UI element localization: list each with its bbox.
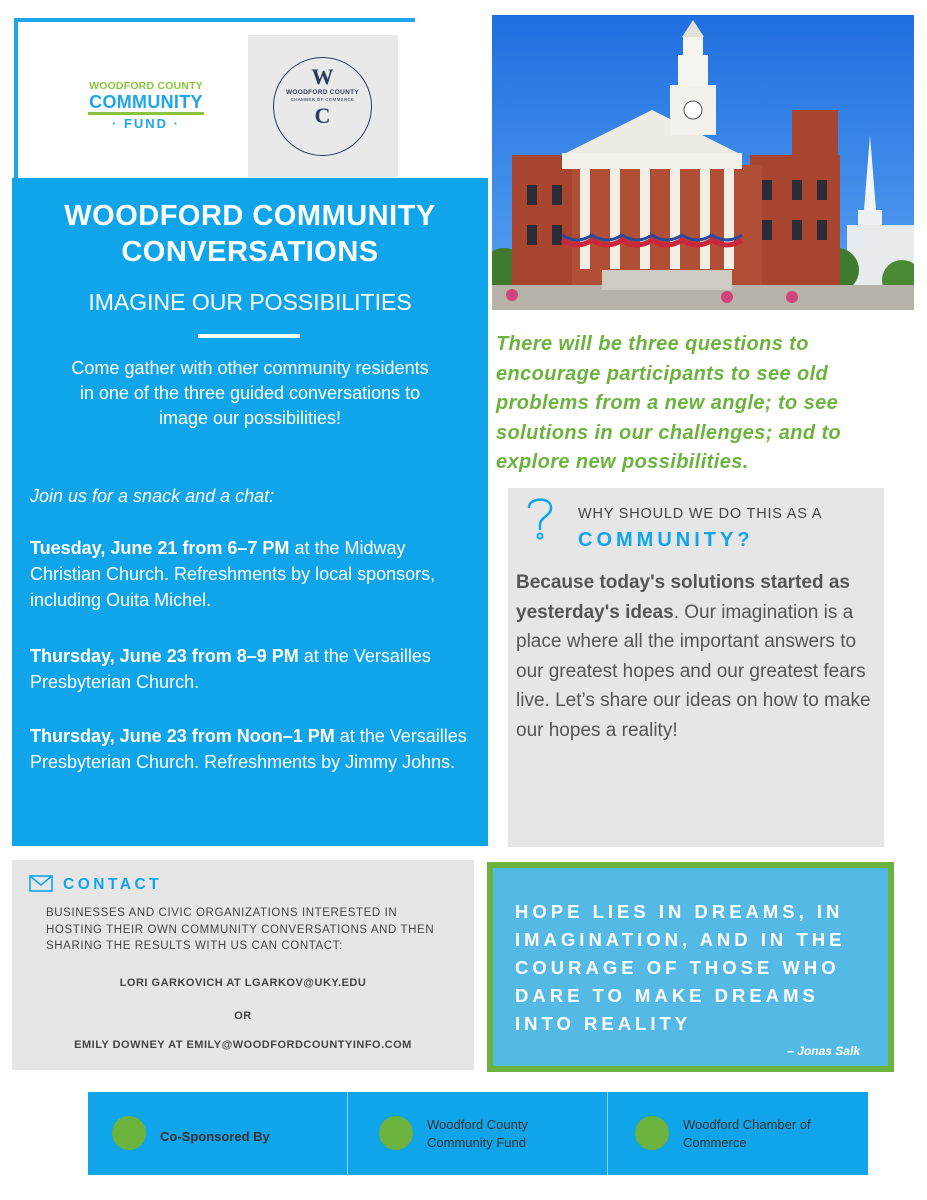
- sponsor-1-line1: Woodford County: [427, 1117, 528, 1132]
- event-item: [30, 535, 480, 613]
- contact-or: OR: [234, 1010, 252, 1022]
- contact-heading: CONTACT: [63, 876, 163, 893]
- event-details: at the Versailles Presbyterian Church.: [30, 646, 431, 692]
- community-fund-logo: [86, 80, 206, 138]
- fund-logo-line2: COMMUNITY: [89, 92, 203, 112]
- sponsor-bar: [88, 1092, 868, 1175]
- chamber-logo: [273, 57, 372, 156]
- fund-logo-line1: WOODFORD COUNTY: [89, 80, 203, 92]
- quote-box: [487, 862, 894, 1072]
- why-bold-lead: Because today's solutions started as yesterday's ideas: [516, 572, 850, 623]
- event-details: at the Midway Christian Church. Refreshments by local sponsors, including Ouita Michel.: [30, 538, 436, 610]
- why-body-text: . Our imagination is a place where all the important answers to our greatest hopes and our greatest fears live. Let’s share our ideas on how to make our hopes a reality!: [516, 601, 871, 741]
- frame-line-left: [14, 18, 18, 178]
- page-title-line2: CONVERSATIONS: [121, 236, 379, 268]
- sponsor-community-fund: [427, 1116, 528, 1152]
- event-item: [30, 723, 480, 775]
- why-heading: WHY SHOULD WE DO THIS AS A: [578, 506, 823, 522]
- chamber-logo-sub: CHAMBER OF COMMERCE: [290, 97, 355, 102]
- quote-text: HOPE LIES IN DREAMS, IN IMAGINATION, AND IN THE COURAGE OF THOSE WHO DARE TO MAKE DREAMS INTO REALITY: [515, 901, 846, 1034]
- chamber-logo-name: WOODFORD COUNTY: [285, 89, 360, 96]
- event-when: Thursday, June 23 from 8–9 PM: [30, 646, 299, 666]
- page-title-line1: WOODFORD COMMUNITY: [64, 200, 436, 232]
- sponsor-label: Co-Sponsored By: [160, 1129, 270, 1144]
- why-body: [516, 568, 878, 745]
- event-item: [30, 643, 480, 695]
- contact-person-1: LORI GARKOVICH AT LGARKOV@UKY.EDU: [119, 977, 367, 989]
- event-when: Tuesday, June 21 from 6–7 PM: [30, 538, 290, 558]
- quote-author: – Jonas Salk: [787, 1044, 860, 1058]
- chamber-logo-box: [248, 35, 398, 177]
- page-title: [12, 198, 488, 270]
- sponsor-divider: [347, 1092, 348, 1175]
- sponsor-2-line2: Commerce: [683, 1135, 747, 1150]
- page-subtitle: IMAGINE OUR POSSIBILITIES: [88, 289, 412, 315]
- sponsor-1-line2: Community Fund: [427, 1135, 526, 1150]
- sponsor-chamber: [683, 1116, 811, 1152]
- contact-body: BUSINESSES AND CIVIC ORGANIZATIONS INTERESTED IN HOSTING THEIR OWN COMMUNITY CONVERSATIONS AND THEN SHARING THE RESULTS WITH US CAN CONTACT:: [46, 907, 435, 952]
- event-panel: [12, 178, 488, 846]
- chamber-logo-c: C: [314, 103, 331, 128]
- chamber-logo-w: W: [311, 64, 334, 89]
- event-details: at the Versailles Presbyterian Church. Refreshments by Jimmy Johns.: [30, 726, 467, 772]
- intro-text: Come gather with other community residents in one of the three guided conversations to image our possibilities!: [71, 358, 429, 428]
- why-heading-emphasis: COMMUNITY?: [578, 529, 754, 551]
- frame-line-top: [14, 18, 415, 22]
- questions-text: There will be three questions to encourage participants to see old problems from a new angle; to see solutions in our challenges; and to explore new possibilities.: [496, 333, 842, 473]
- sponsor-divider: [607, 1092, 608, 1175]
- event-when: Thursday, June 23 from Noon–1 PM: [30, 726, 335, 746]
- fund-logo-line3: · FUND ·: [111, 116, 180, 131]
- sponsor-dot: [635, 1116, 669, 1150]
- courthouse-photo: [492, 15, 914, 310]
- envelope-icon: [29, 875, 53, 892]
- quote-inner: [493, 868, 888, 1066]
- question-mark-icon: [524, 494, 556, 540]
- join-text: Join us for a snack and a chat:: [30, 486, 275, 506]
- why-panel: [508, 488, 884, 847]
- contact-panel: [12, 860, 474, 1070]
- contact-person-2: EMILY DOWNEY AT EMILY@WOODFORDCOUNTYINFO.COM: [74, 1039, 412, 1051]
- sponsor-2-line1: Woodford Chamber of: [683, 1117, 811, 1132]
- title-divider: [198, 334, 300, 338]
- sponsor-dot: [112, 1116, 146, 1150]
- fund-logo-word: FUND: [123, 116, 169, 131]
- sponsor-dot: [379, 1116, 413, 1150]
